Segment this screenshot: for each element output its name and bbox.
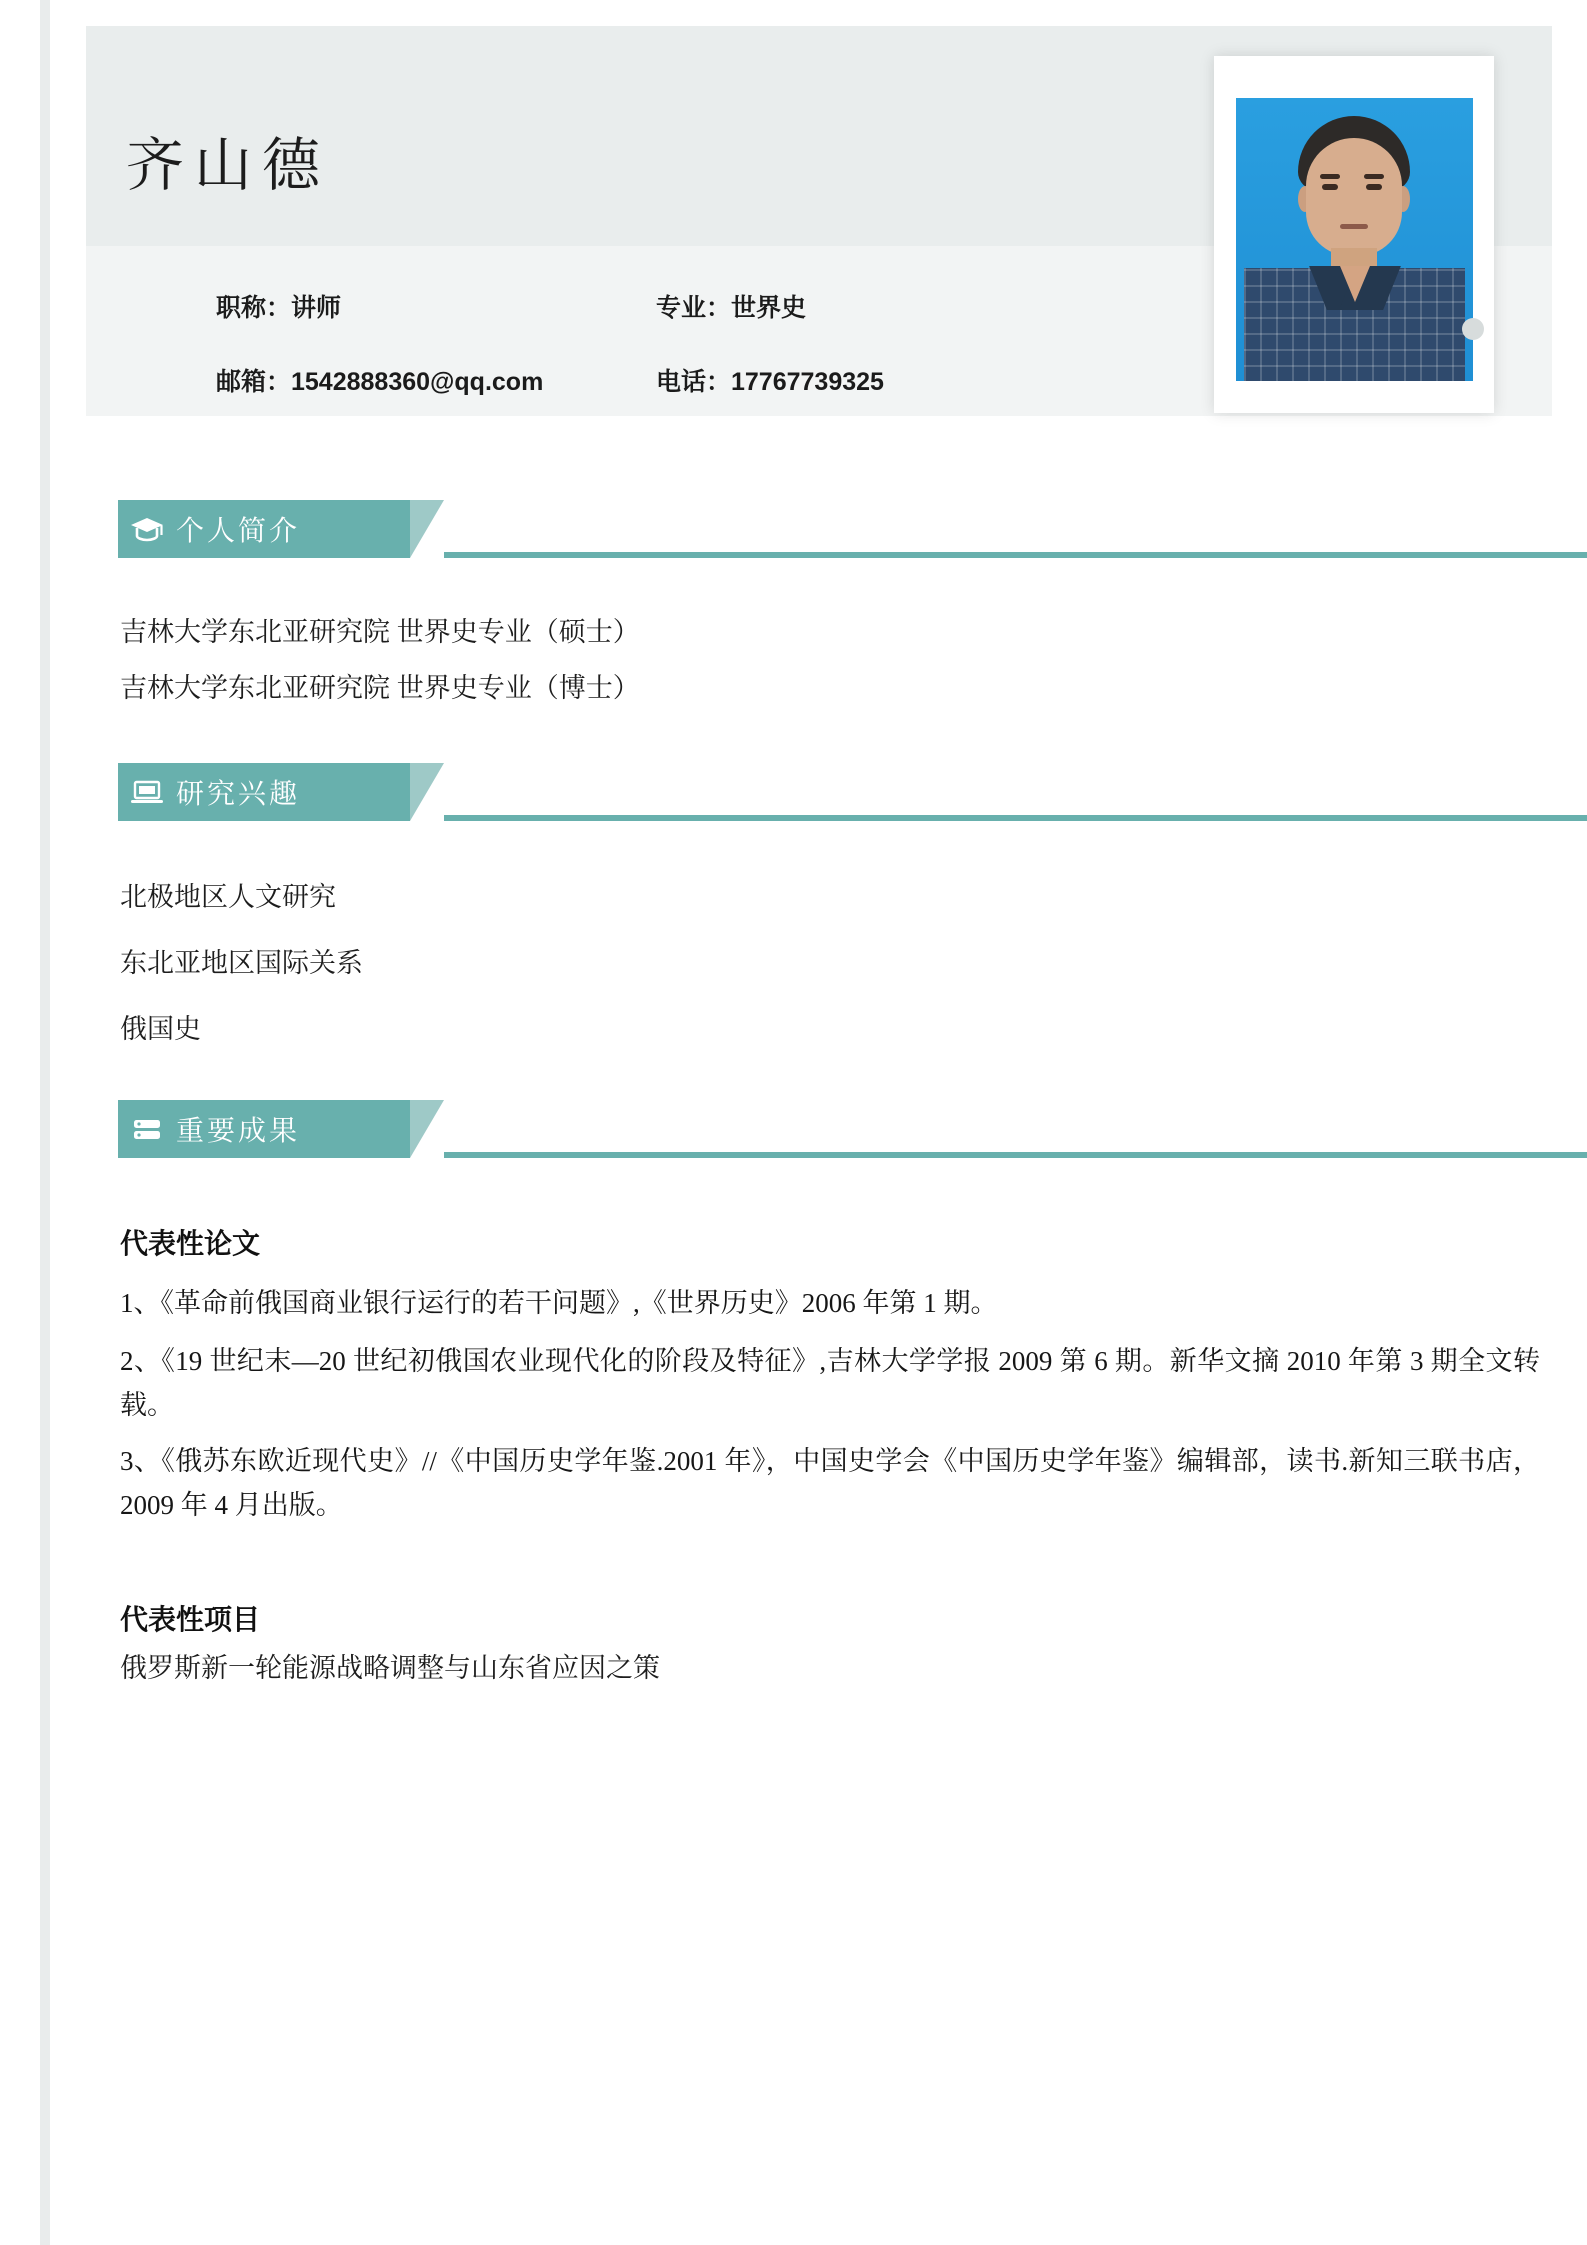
section-header-triangle (410, 763, 444, 821)
section-header-rule (444, 552, 1587, 558)
section-label-achievements: 重要成果 (176, 1116, 301, 1147)
research-interest-3: 俄国史 (120, 1014, 201, 1044)
photo-mouth (1340, 224, 1368, 229)
info-job-title: 职称：讲师 (216, 294, 342, 322)
research-interest-1: 北极地区人文研究 (120, 882, 336, 912)
left-accent-bar (40, 0, 50, 2245)
subheading-projects: 代表性项目 (120, 1604, 261, 1635)
profile-line-1: 吉林大学东北亚研究院 世界史专业（硕士） (120, 617, 640, 647)
info-email: 邮箱：1542888360@qq.com (216, 368, 544, 396)
subheading-papers: 代表性论文 (120, 1228, 261, 1259)
section-header-triangle (410, 1100, 444, 1158)
paper-item-1: 1、《革命前俄国商业银行运行的若干问题》,《世界历史》2006 年第 1 期。 (120, 1288, 998, 1318)
section-header-bar (118, 500, 410, 558)
section-header-profile (118, 500, 1560, 558)
section-header-rule (444, 1152, 1587, 1158)
section-header-triangle (410, 500, 444, 558)
section-header-rule (444, 815, 1587, 821)
photo-brow-right (1364, 174, 1384, 179)
section-header-achievements (118, 1100, 1560, 1158)
paper-item-3: 3、《俄苏东欧近现代史》//《中国历史学年鉴.2001 年》，中国史学会《中国历史学年鉴》编辑部，读书.新知三联书店，2009 年 4 月出版。 (120, 1446, 1540, 1520)
photo-corner-dot (1462, 318, 1484, 340)
page-title: 齐山德 (126, 133, 331, 198)
section-header-bar (118, 1100, 410, 1158)
photo-eye-right (1366, 184, 1382, 190)
photo-face (1306, 138, 1402, 256)
section-label-profile: 个人简介 (176, 516, 301, 547)
info-phone: 电话：17767739325 (656, 368, 884, 396)
photo-eye-left (1322, 184, 1338, 190)
paper-item-2: 2、《19 世纪末—20 世纪初俄国农业现代化的阶段及特征》,吉林大学学报 2009 第 6 期。新华文摘 2010 年第 3 期全文转载。 (120, 1346, 1540, 1420)
profile-line-2: 吉林大学东北亚研究院 世界史专业（博士） (120, 673, 640, 703)
section-header-bar (118, 763, 410, 821)
photo-brow-left (1320, 174, 1340, 179)
laptop-icon (118, 779, 176, 805)
section-label-research-interests: 研究兴趣 (176, 779, 301, 810)
section-header-research-interests (118, 763, 1560, 821)
graduation-cap-icon (118, 516, 176, 542)
portrait-photo (1236, 98, 1473, 381)
info-major: 专业：世界史 (656, 294, 807, 322)
avatar (1214, 56, 1494, 413)
research-interest-2: 东北亚地区国际关系 (120, 948, 363, 978)
header (86, 26, 1552, 416)
project-item-1: 俄罗斯新一轮能源战略调整与山东省应因之策 (120, 1653, 660, 1683)
server-icon (118, 1116, 176, 1142)
